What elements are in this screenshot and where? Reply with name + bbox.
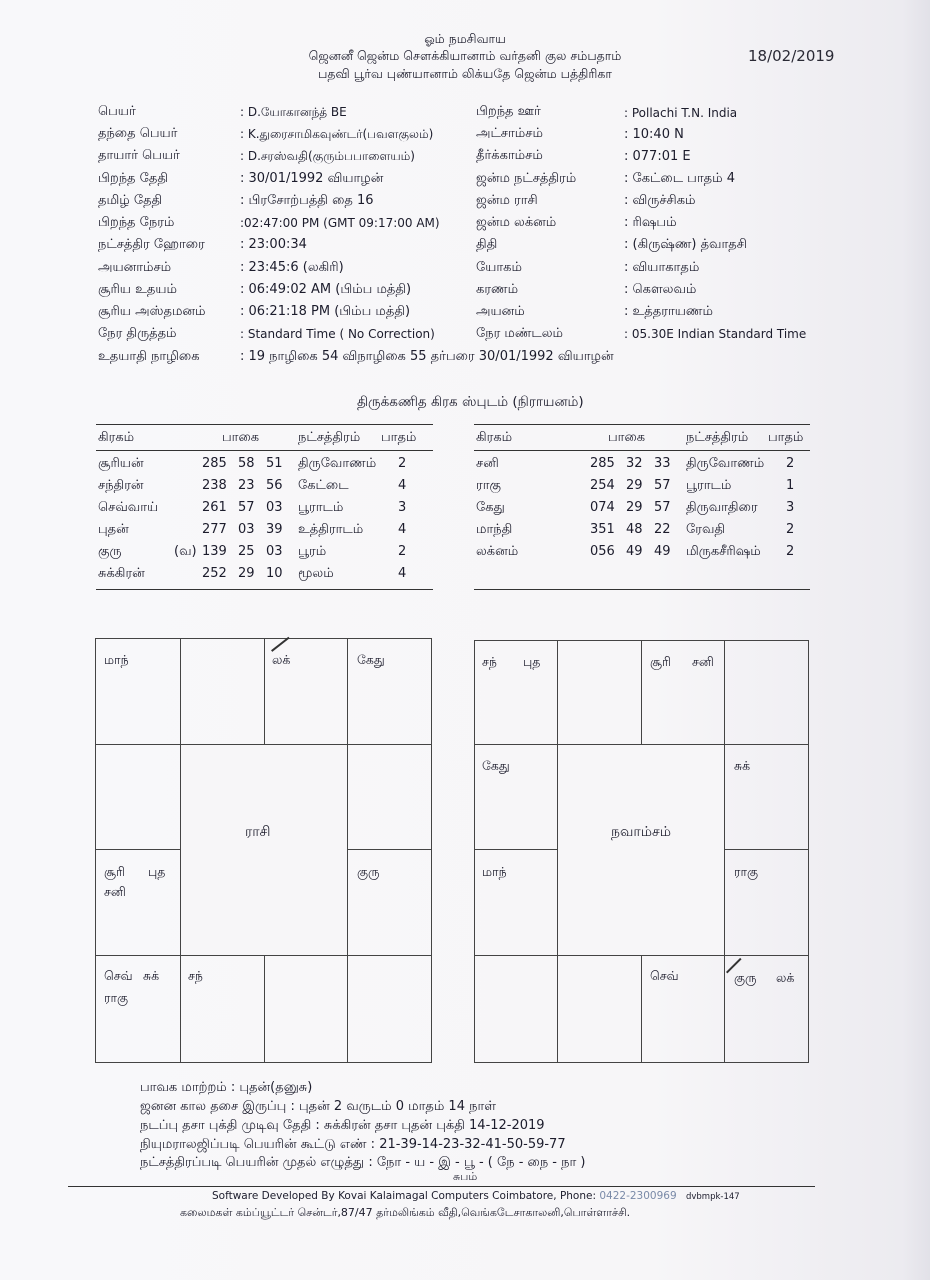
chart-center: [181, 745, 347, 955]
detail-value: :02:47:00 PM (GMT 09:17:00 AM): [240, 216, 440, 230]
detail-label: அயனாம்சம்: [98, 260, 172, 275]
planet-min: 57: [238, 500, 255, 515]
planet-pada: 3: [786, 500, 795, 515]
planet-sec: 33: [654, 456, 671, 471]
planet-name: கேது: [476, 500, 505, 515]
planet-pada: 2: [398, 544, 407, 559]
planet-star: திருவாதிரை: [686, 500, 758, 515]
detail-label: சூரிய அஸ்தமனம்: [98, 304, 206, 319]
footer-rule: [68, 1186, 815, 1187]
planet-deg: 351: [590, 522, 615, 537]
planet-deg: 261: [202, 500, 227, 515]
detail-label: அட்சாம்சம்: [476, 126, 543, 141]
planet-name: குரு: [98, 544, 122, 559]
detail-label: நேர திருத்தம்: [98, 326, 177, 341]
detail-value: : K.துரைசாமிகவுண்டர்(பவளகுலம்): [240, 127, 434, 141]
detail-value: : கேட்டை பாதம் 4: [624, 171, 735, 186]
planet-deg: 285: [202, 456, 227, 471]
planet-deg: 277: [202, 522, 227, 537]
table-rule: [474, 424, 810, 425]
detail-value: : 06:21:18 PM (பிம்ப மத்தி): [240, 304, 411, 319]
house-planet: சனி: [104, 884, 126, 899]
detail-value: : 19 நாழிகை 54 விநாழிகை 55 தர்பரை 30/01/1992 வியாழன்: [240, 349, 614, 364]
table-rule: [96, 450, 433, 451]
planet-sec: 51: [266, 456, 283, 471]
rasi-center-label: ராசி: [245, 824, 271, 840]
planet-star: மிருகசீரிஷம்: [686, 544, 761, 559]
detail-value: : D.யோகானந்த் BE: [240, 105, 347, 119]
planet-name: சந்திரன்: [98, 478, 144, 493]
grid-line: [641, 955, 642, 1063]
planet-star: பூரம்: [298, 544, 327, 559]
header-invocation: ஓம் நமசிவாய: [424, 31, 506, 46]
grid-line: [347, 638, 348, 1063]
planet-name: சுக்கிரன்: [98, 566, 145, 581]
planet-deg: 252: [202, 566, 227, 581]
planet-table-title: திருக்கணித கிரக ஸ்புடம் (நிராயனம்): [357, 394, 584, 410]
house-planet: சனி: [692, 654, 714, 669]
col-header-bhagai: பாகை: [222, 430, 260, 445]
grid-line: [724, 640, 725, 1063]
detail-value: : 077:01 E: [624, 149, 691, 164]
planet-sec: 57: [654, 500, 671, 515]
planet-name: சனி: [476, 456, 499, 471]
col-header-nakshatra: நட்சத்திரம்: [298, 430, 361, 445]
table-rule: [474, 589, 810, 590]
planet-name: செவ்வாய்: [98, 500, 159, 515]
chart-center: [558, 745, 724, 955]
planet-deg: 238: [202, 478, 227, 493]
table-rule: [96, 424, 433, 425]
footer-credit: [212, 1190, 740, 1202]
note-line: பாவக மாற்றம் : புதன்(தனுசு): [140, 1080, 313, 1095]
house-planet: சூரி: [650, 654, 671, 669]
house-planet: சந்: [482, 654, 497, 669]
detail-label: நட்சத்திர ஹோரை: [98, 237, 205, 252]
planet-pada: 3: [398, 500, 407, 515]
grid-line: [347, 849, 432, 850]
detail-label: ஜன்ம லக்னம்: [476, 215, 557, 230]
footer-phone: 0422-2300969: [599, 1190, 677, 1202]
planet-pada: 2: [786, 456, 795, 471]
grid-line: [724, 849, 809, 850]
planet-star: திருவோணம்: [686, 456, 765, 471]
header-verse-1: ஜெனனீ ஜென்ம சௌக்கியானாம் வர்தனி குல சம்பதாம்: [308, 48, 622, 63]
detail-value: : 06:49:02 AM (பிம்ப மத்தி): [240, 282, 412, 297]
retrograde-flag: (வ): [174, 544, 197, 559]
detail-label: பிறந்த நேரம்: [98, 215, 175, 230]
planet-deg: 074: [590, 500, 615, 515]
detail-value: : விருச்சிகம்: [624, 193, 696, 208]
grid-line: [95, 849, 181, 850]
planet-deg: 285: [590, 456, 615, 471]
col-header-graha: கிரகம்: [98, 430, 135, 445]
detail-value: : (கிருஷ்ண) த்வாதசி: [624, 237, 747, 252]
planet-min: 23: [238, 478, 255, 493]
detail-value: : 23:45:6 (லகிரி): [240, 260, 344, 275]
detail-label: தீர்க்காம்சம்: [476, 148, 543, 163]
footer-code: dvbmpk-147: [685, 1192, 740, 1202]
navamsa-center-label: நவாம்சம்: [611, 824, 671, 840]
planet-sec: 39: [266, 522, 283, 537]
house-planet: குரு: [357, 864, 380, 879]
note-line: நடப்பு தசா புக்தி முடிவு தேதி : சுக்கிரன் தசா புதன் புக்தி 14-12-2019: [140, 1118, 545, 1133]
house-planet: செவ்: [104, 968, 133, 983]
planet-sec: 56: [266, 478, 283, 493]
planet-name: மாந்தி: [476, 522, 513, 537]
detail-label: பிறந்த ஊர்: [476, 104, 541, 119]
planet-star: பூராடம்: [298, 500, 344, 515]
note-line: நியுமராலஜிப்படி பெயரின் கூட்டு எண் : 21-39-14-23-32-41-50-59-77: [140, 1137, 566, 1152]
planet-name: ராகு: [476, 478, 501, 493]
detail-label: பெயர்: [98, 104, 136, 119]
detail-value: : D.சரஸ்வதி(குரும்பபாளையம்): [240, 149, 415, 163]
col-header-patham: பாதம்: [768, 430, 804, 445]
detail-label: பிறந்த தேதி: [98, 171, 168, 186]
detail-value: : 30/01/1992 வியாழன்: [240, 171, 384, 186]
detail-label: நேர மண்டலம்: [476, 326, 564, 341]
planet-pada: 2: [786, 522, 795, 537]
planet-min: 25: [238, 544, 255, 559]
planet-pada: 2: [786, 544, 795, 559]
house-planet: லக்: [776, 970, 795, 985]
detail-label: கரணம்: [476, 282, 519, 297]
house-planet: மாந்: [482, 864, 507, 879]
detail-label: யோகம்: [476, 260, 522, 275]
detail-label: அயனம்: [476, 304, 525, 319]
table-rule: [474, 450, 810, 451]
house-planet: ராகு: [104, 990, 129, 1005]
planet-sec: 57: [654, 478, 671, 493]
house-planet: செவ்: [650, 968, 679, 983]
planet-name: சூரியன்: [98, 456, 144, 471]
note-line: நட்சத்திரப்படி பெயரின் முதல் எழுத்து : நோ - ய - இ - பூ - ( நே - நை - நா ): [140, 1155, 586, 1170]
planet-sec: 03: [266, 500, 283, 515]
planet-pada: 2: [398, 456, 407, 471]
planet-min: 32: [626, 456, 643, 471]
col-header-bhagai: பாகை: [608, 430, 646, 445]
planet-min: 29: [626, 478, 643, 493]
planet-name: புதன்: [98, 522, 129, 537]
planet-star: உத்திராடம்: [298, 522, 364, 537]
detail-label: உதயாதி நாழிகை: [98, 349, 200, 364]
planet-pada: 4: [398, 566, 407, 581]
grid-line: [264, 955, 265, 1063]
house-planet: கேது: [482, 758, 510, 773]
planet-star: கேட்டை: [298, 478, 349, 493]
planet-name: லக்னம்: [476, 544, 519, 559]
planet-star: ரேவதி: [686, 522, 726, 537]
house-planet: சூரி: [104, 864, 125, 879]
planet-star: திருவோணம்: [298, 456, 377, 471]
planet-min: 48: [626, 522, 643, 537]
house-planet: லக்: [272, 652, 291, 667]
grid-line: [264, 638, 265, 745]
col-header-nakshatra: நட்சத்திரம்: [686, 430, 749, 445]
col-header-patham: பாதம்: [381, 430, 417, 445]
planet-pada: 4: [398, 522, 407, 537]
planet-min: 29: [238, 566, 255, 581]
planet-sec: 03: [266, 544, 283, 559]
col-header-graha: கிரகம்: [476, 430, 513, 445]
planet-sec: 22: [654, 522, 671, 537]
detail-label: ஜன்ம நட்சத்திரம்: [476, 171, 577, 186]
detail-label: தாயார் பெயர்: [98, 148, 180, 163]
detail-value: : 23:00:34: [240, 237, 307, 252]
detail-value: : பிரசோற்பத்தி தை 16: [240, 193, 374, 208]
planet-deg: 139: [202, 544, 227, 559]
house-planet: சுக்: [734, 758, 751, 773]
planet-pada: 4: [398, 478, 407, 493]
table-rule: [96, 589, 433, 590]
house-planet: மாந்: [104, 652, 129, 667]
planet-deg: 254: [590, 478, 615, 493]
planet-min: 29: [626, 500, 643, 515]
detail-value: : கௌலவம்: [624, 282, 697, 297]
planet-min: 58: [238, 456, 255, 471]
detail-label: திதி: [476, 237, 498, 252]
note-auspicious: சுபம்: [453, 1170, 478, 1183]
footer-prefix: Software Developed By Kovai Kalaimagal Computers Coimbatore, Phone:: [212, 1190, 597, 1202]
detail-label: தமிழ் தேதி: [98, 193, 163, 208]
house-planet: புத: [523, 654, 541, 669]
detail-value: : Pollachi T.N. India: [624, 106, 738, 120]
grid-line: [641, 640, 642, 745]
planet-star: பூராடம்: [686, 478, 732, 493]
planet-min: 49: [626, 544, 643, 559]
house-planet: சுக்: [143, 968, 160, 983]
grid-line: [474, 849, 558, 850]
planet-min: 03: [238, 522, 255, 537]
house-planet: புத: [148, 864, 166, 879]
note-line: ஜனன கால தசை இருப்பு : புதன் 2 வருடம் 0 மாதம் 14 நாள்: [140, 1099, 496, 1114]
detail-value: : Standard Time ( No Correction): [240, 327, 435, 341]
detail-label: ஜன்ம ராசி: [476, 193, 538, 208]
house-planet: கேது: [357, 652, 385, 667]
detail-value: : வியாகாதம்: [624, 260, 700, 275]
house-planet: குரு: [734, 970, 757, 985]
footer-address: கலைமகள் கம்ப்யூட்டர் சென்டர்,87/47 தர்மலிங்கம் வீதி,வெங்கடேசாகாலனி,பொள்ளாச்சி.: [180, 1206, 631, 1219]
planet-sec: 10: [266, 566, 283, 581]
planet-star: மூலம்: [298, 566, 334, 581]
print-date: 18/02/2019: [748, 47, 835, 65]
detail-value: : 10:40 N: [624, 127, 684, 142]
planet-pada: 1: [786, 478, 795, 493]
planet-deg: 056: [590, 544, 615, 559]
house-planet: சந்: [188, 968, 203, 983]
planet-sec: 49: [654, 544, 671, 559]
detail-label: சூரிய உதயம்: [98, 282, 177, 297]
header-verse-2: பதவி பூர்வ புண்யானாம் லிக்யதே ஜென்ம பத்திரிகா: [318, 66, 612, 81]
detail-value: : உத்தராயணம்: [624, 304, 713, 319]
detail-value: : 05.30E Indian Standard Time: [624, 327, 807, 341]
house-planet: ராகு: [734, 864, 759, 879]
detail-label: தந்தை பெயர்: [98, 126, 178, 141]
detail-value: : ரிஷபம்: [624, 215, 677, 230]
